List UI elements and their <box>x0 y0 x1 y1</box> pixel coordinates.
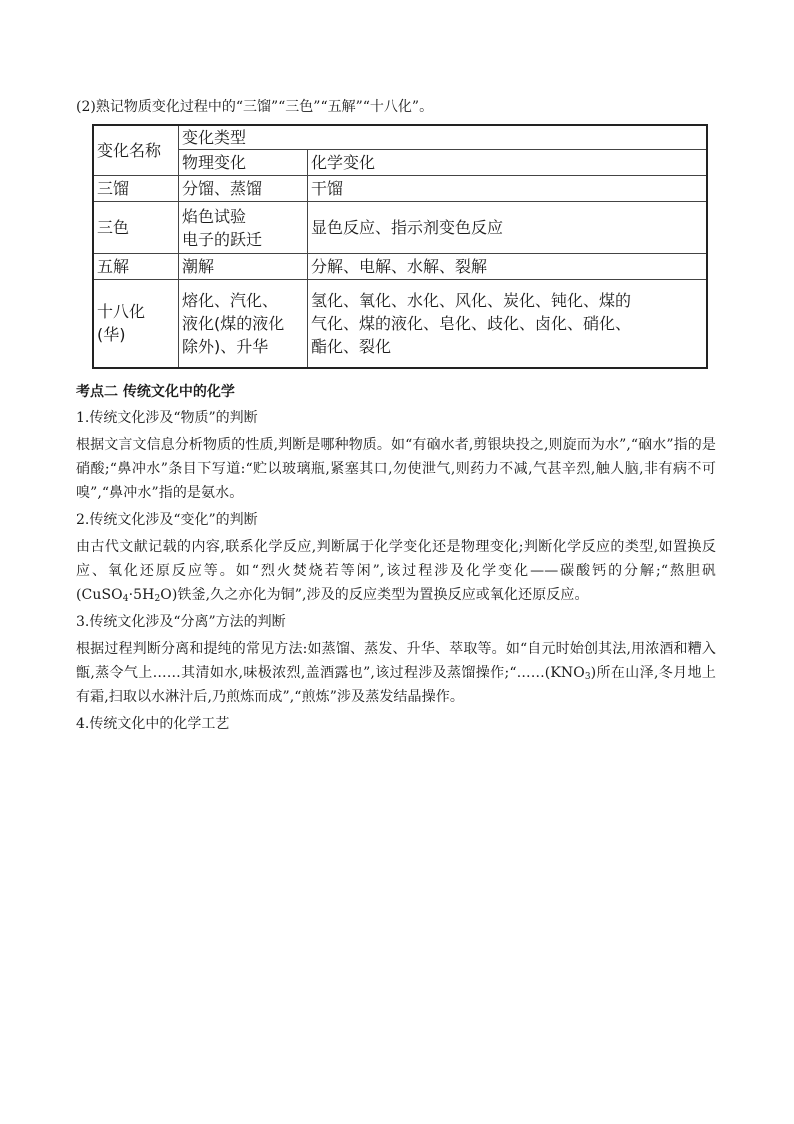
paragraph: 根据文言文信息分析物质的性质,判断是哪种物质。如“有硇水者,剪银块投之,则旋而为水”,“硇水”指的是硝酸;“鼻冲水”条目下写道:“贮以玻璃瓶,紧塞其口,勿使泄气,则药力不减,气甚辛烈,触人脑,非有病不可嗅”,“鼻冲水”指的是氨水。 <box>76 436 716 501</box>
subsection-title: 2.传统文化涉及“变化”的判断 <box>76 511 258 528</box>
document-page <box>76 96 716 739</box>
table-row <box>93 280 707 368</box>
row-chemical: 显色反应、指示剂变色反应 <box>308 202 708 254</box>
row-chemical: 分解、电解、水解、裂解 <box>308 254 708 280</box>
subsection-title: 3.传统文化涉及“分离”方法的判断 <box>76 613 286 630</box>
row-name: 三色 <box>93 202 179 254</box>
material-change-table <box>92 124 708 369</box>
row-physical: 潮解 <box>179 254 308 280</box>
row-name <box>93 280 179 368</box>
row-physical <box>179 280 308 368</box>
text-run: 由古代文献记载的内容,联系化学反应,判断属于化学变化还是物理变化;判断化学反应的类型,如置换反应、氧化还原反应等。如“烈火焚烧若等闲”,该过程涉及化学变化——碳酸钙的分解;“熬胆矾(CuSO <box>76 538 716 603</box>
table-row <box>93 254 707 280</box>
cell-line: 电子的跃迁 <box>182 229 263 249</box>
subsection-title: 4.传统文化中的化学工艺 <box>76 715 230 732</box>
row-name: 五解 <box>93 254 179 280</box>
header-change-type: 变化类型 <box>179 125 708 150</box>
cell-line: 酯化、裂化 <box>311 336 392 356</box>
table-row <box>93 176 707 202</box>
paragraph <box>76 535 716 607</box>
text-run: )所在山泽,冬月地上有霜,扫取以水淋汁后,乃煎炼而成”,“煎炼”涉及蒸发结晶操作。 <box>76 664 716 705</box>
cell-line: 十八化 <box>97 302 146 322</box>
row-chemical: 干馏 <box>308 176 708 202</box>
section-traditional-culture <box>76 381 716 735</box>
header-physical: 物理变化 <box>179 150 308 176</box>
subsection-title: 1.传统文化涉及“物质”的判断 <box>76 409 258 426</box>
text-run: O)铁釜,久之亦化为铜”,涉及的反应类型为置换反应或氧化还原反应。 <box>160 586 589 603</box>
row-chemical <box>308 280 708 368</box>
subscript: 3 <box>584 671 591 682</box>
paragraph <box>76 637 716 709</box>
text-run: 根据过程判断分离和提纯的常见方法:如蒸馏、蒸发、升华、萃取等。如“自元时始创其法,用浓酒和糟入甑,蒸令气上……其清如水,味极浓烈,盖酒露也”,该过程涉及蒸馏操作;“……(KNO <box>76 640 716 681</box>
text-run: ·5H <box>128 586 155 603</box>
cell-line: (华) <box>97 325 126 345</box>
row-physical: 分馏、蒸馏 <box>179 176 308 202</box>
table-row <box>93 202 707 254</box>
row-name: 三馏 <box>93 176 179 202</box>
cell-line: 气化、煤的液化、皂化、歧化、卤化、硝化、 <box>311 313 632 333</box>
cell-line: 焰色试验 <box>182 206 247 226</box>
cell-line: 液化(煤的液化 <box>182 313 285 333</box>
subscript: 4 <box>122 593 129 604</box>
row-physical <box>179 202 308 254</box>
cell-line: 氢化、氧化、水化、风化、炭化、钝化、煤的 <box>311 290 632 310</box>
header-change-name: 变化名称 <box>93 125 179 176</box>
header-chemical: 化学变化 <box>308 150 708 176</box>
subscript: 2 <box>154 593 161 604</box>
cell-line: 除外)、升华 <box>182 336 269 356</box>
section-title: 考点二 传统文化中的化学 <box>76 383 235 400</box>
intro-line: (2)熟记物质变化过程中的“三馏”“三色”“五解”“十八化”。 <box>76 99 434 115</box>
cell-line: 熔化、汽化、 <box>182 290 279 310</box>
